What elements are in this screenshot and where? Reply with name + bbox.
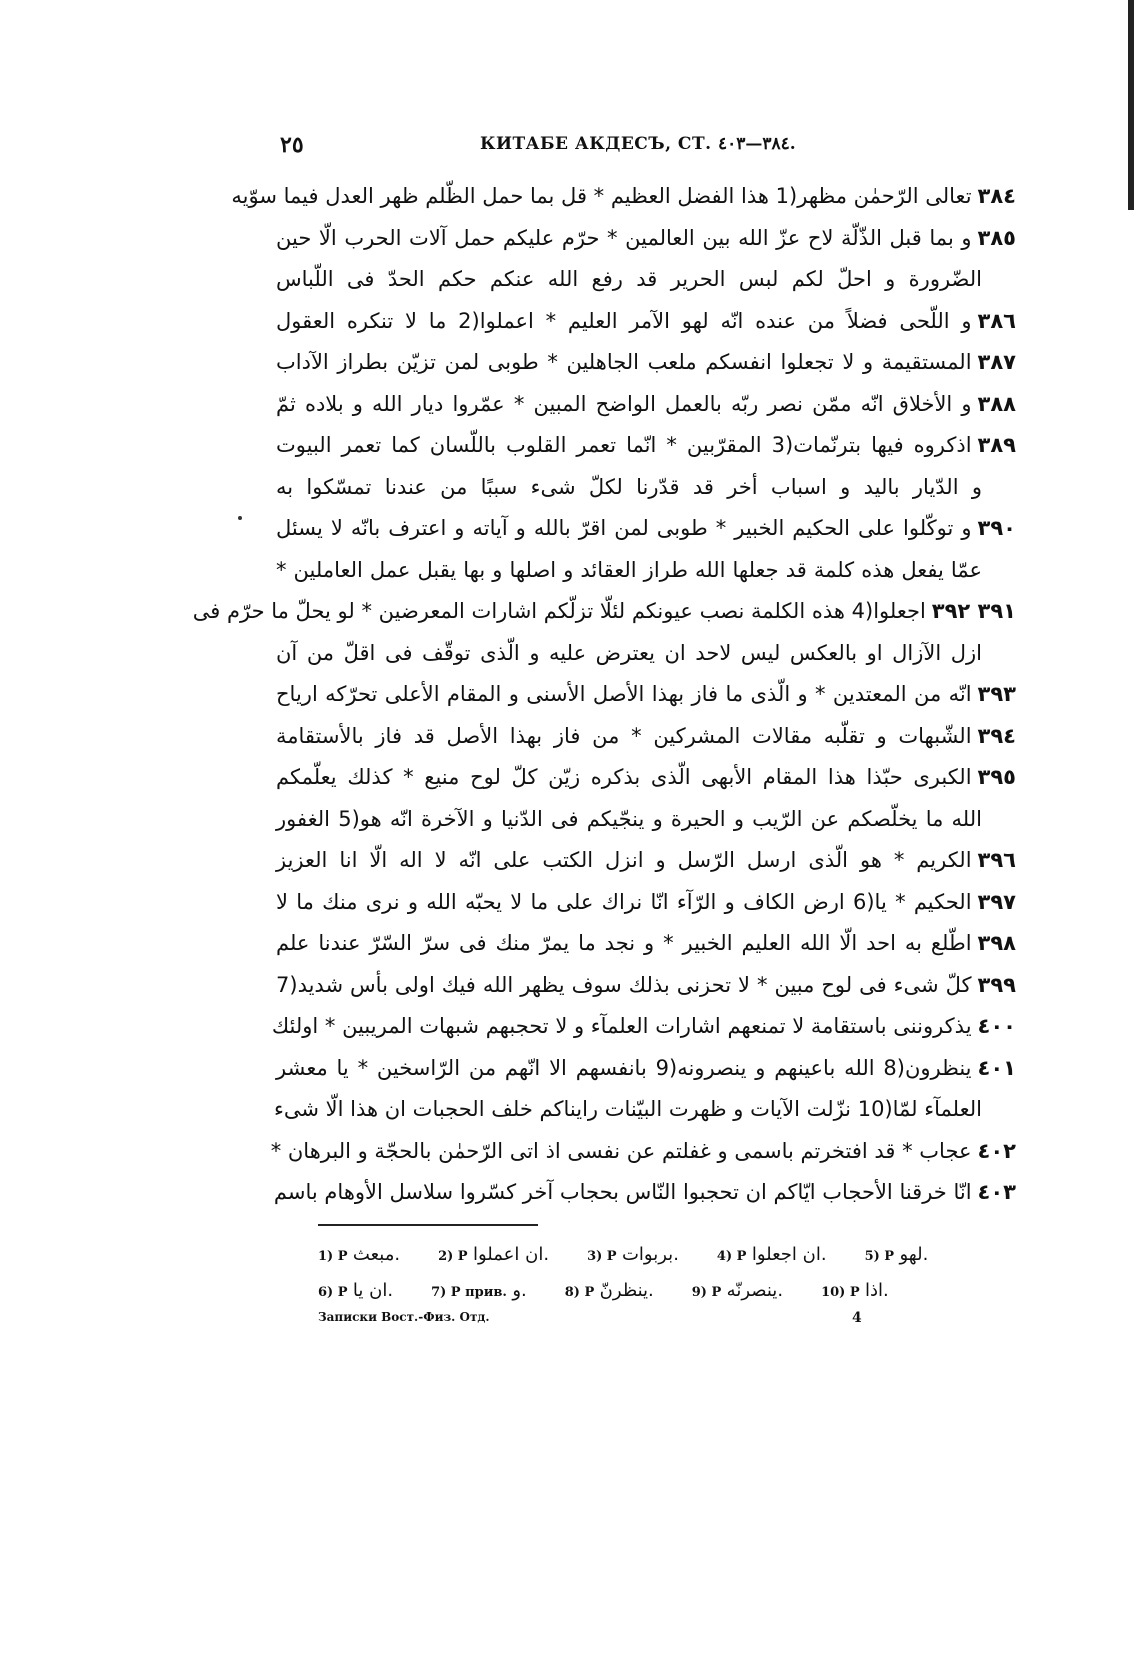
text-line [276,467,1016,509]
text-line [273,1172,1016,1214]
verse-number: ٣٩٩ [977,972,1016,997]
footnote [318,1238,400,1274]
footnote-text: ينصرنّه. [726,1280,784,1301]
footnotes [318,1238,1018,1310]
footnote-label: 8) P [564,1285,595,1300]
text-line [276,259,1016,301]
verse-number: ٤٠١ [977,1055,1016,1080]
verse-number: ٣٩٦ [977,848,1016,872]
page-footer [318,1310,878,1330]
page-number: ٢٥ [280,132,304,158]
text-line [276,840,1016,882]
line-text: الضّرورة و احلّ لكم لبس الحرير قد رفع الله عنكم حكم الحدّ فى اللّباس [276,267,982,291]
footnote-row [318,1238,1018,1274]
text-line [276,342,1016,384]
text-line [276,425,1016,467]
footnote-label: 2) P [438,1249,468,1264]
text-line [276,1048,1016,1090]
page-edge-rule [1128,0,1140,210]
line-text: اطّلع به احد الّا الله العليم الخبير * و نجد ما يمرّ منك فى سرّ السّرّ عندنا علم [276,931,972,955]
footnote-label: 6) P [318,1285,348,1300]
verse-number: ٣٩٥ [977,765,1016,789]
signature-mark: 4 [852,1310,862,1326]
text-line [276,384,1016,426]
verse-number: ٣٨٨ [977,391,1016,416]
line-text: يذكروننى باستقامة لا تمنعهم اشارات العلمآء و لا تحجبهم شبهات المريبين * اولئك [271,1014,972,1038]
text-line [270,1131,1016,1173]
page-header [280,132,840,164]
footnote-text: و. [512,1280,527,1301]
verse-number: ٣٩٣ [977,682,1016,706]
text-line [276,301,1016,343]
line-text: الحكيم * يا(6 ارض الكاف و الرّآء انّا نراك على ما لا يحبّه الله و نرى منك ما لا [276,889,972,914]
verse-number: ٤٠٠ [977,1014,1016,1038]
verse-number: ٣٨٦ [977,308,1016,333]
footnote-row [318,1274,1018,1310]
footnote-label: 1) P [318,1249,348,1264]
publication-name: Записки Вост.-Физ. Отд. [318,1310,490,1324]
footnote [587,1238,679,1274]
verse-number: ٣٨٧ [977,350,1016,374]
footnote-label: 5) P [864,1249,895,1264]
line-text: عمّا يفعل هذه كلمة قد جعلها الله طراز العقائد و اصلها و بها يقبل عمل العاملين * [276,557,982,582]
verse-number: ٤٠٣ [977,1180,1016,1204]
text-line [276,550,1016,592]
line-text: الكريم * هو الّذى ارسل الرّسل و انزل الكتب على انّه لا اله الّا انا العزيز [276,848,972,872]
footnote [318,1274,393,1310]
text-line [276,633,1016,675]
text-line [271,1006,1016,1048]
line-text: العلمآء لمّا(10 نزّلت الآيات و ظهرت البيّنات رايناكم خلف الحجبات ان هذا الّا شىء [274,1097,982,1121]
line-text: كلّ شىء فى لوح مبين * لا تحزنى بذلك سوف يظهر الله فيك اولى بأس شديد(7 [276,972,972,997]
footnote-text: ان اجعلوا. [751,1244,827,1265]
text-line [276,882,1016,924]
footnote-text: لهو. [899,1244,929,1265]
verse-number: ٣٩١ ٣٩٢ [931,599,1016,623]
text-line [276,508,1016,550]
footnote [565,1274,654,1310]
line-text: ينظرون(8 الله باعينهم و ينصرونه(9 بانفسهم الا انّهم من الرّاسخين * يا معشر [276,1055,972,1080]
line-text: الكبرى حبّذا هذا المقام الأبهى الّذى بذكره زيّن كلّ لوح منيع * كذلك يعلّمكم [276,765,972,789]
verse-number: ٣٨٩ [977,433,1016,457]
footnote [865,1238,929,1274]
footnote-label: 10) P [821,1285,860,1300]
line-text: انّه من المعتدين * و الّذى ما فاز بهذا الأصل الأسنى و المقام الأعلى تحرّكه ارياح [276,682,972,706]
line-text: اذكروه فيها بترنّمات(3 المقرّبين * انّما تعمر القلوب باللّسان كما تعمر البيوت [276,433,972,457]
text-line [276,674,1016,716]
text-line [276,218,1016,260]
footnote-label: 7) P прив. [431,1285,507,1300]
line-text: و بما قبل الذّلّة لاح عزّ الله بين العالمين * حرّم عليكم حمل آلات الحرب الّا حين [276,225,972,250]
line-text: و الأخلاق انّه ممّن نصر ربّه بالعمل الواضح المبين * عمّروا ديار الله و بلاده ثمّ [276,391,972,416]
text-line [276,923,1016,965]
arabic-body-text [192,176,1016,1214]
line-text: تعالى الرّحمٰن مظهر(1 هذا الفضل العظيم * قل بما حمل الظّلم ظهر العدل فيما سوّيه [231,184,972,208]
footnote [821,1274,889,1310]
line-text: الله ما يخلّصكم عن الرّيب و الحيرة و ينجّيكم فى الدّنيا و الآخرة انّه هو(5 الغفور [276,806,982,831]
verse-number: ٣٩٧ [977,889,1016,914]
line-text: الشّبهات و تقلّبه مقالات المشركين * من فاز بهذا الأصل قد فاز بالأستقامة [276,723,972,748]
verse-number: ٣٩٠ [977,516,1016,540]
line-text: و اللّحى فضلاً من عنده انّه لهو الآمر العليم * اعملوا(2 ما لا تنكره العقول [276,308,972,333]
footnote-divider [318,1224,538,1226]
footnote [692,1274,783,1310]
footnote-label: 4) P [716,1249,747,1264]
line-text: انّا خرقنا الأحجاب ايّاكم ان تحجبوا النّاس بحجاب آخر كسّروا سلاسل الأوهام باسم [273,1180,972,1204]
text-line [276,757,1016,799]
line-text: اجعلوا(4 هذه الكلمة نصب عيونكم لئلّا تزلّكم اشارات المعرضين * لو يحلّ ما حرّم فى [192,599,926,623]
text-line [276,799,1016,841]
footnote-label: 3) P [587,1249,617,1264]
line-text: ازل الآزال او بالعكس ليس لاحد ان يعترض عليه و الّذى توقّف فى اقلّ من آن [276,640,982,665]
footnote-label: 9) P [691,1285,722,1300]
verse-number: ٣٨٥ [977,225,1016,250]
footnote [438,1238,549,1274]
footnote-text: بربوات. [621,1244,679,1265]
text-line [192,591,1016,633]
footnote-text: ان يا. [352,1280,394,1301]
verse-number: ٣٨٤ [977,184,1016,208]
footnote-text: اذا. [865,1280,889,1301]
line-text: المستقيمة و لا تجعلوا انفسكم ملعب الجاهلين * طوبى لمن تزيّن بطراز الآداب [276,350,972,374]
footnote-text: ينظرنّ. [599,1280,654,1301]
text-line [276,965,1016,1007]
verse-number: ٣٩٨ [977,931,1016,955]
footnote [431,1274,527,1310]
text-line [231,176,1016,218]
text-line [276,1089,1016,1131]
running-title: КИТАБЕ АКДЕСЪ, СТ. ٣٨٤—٤٠٣. [480,134,796,154]
footnote [717,1238,827,1274]
verse-number: ٣٩٤ [977,723,1016,748]
footnote-text: ان اعملوا. [472,1244,550,1265]
line-text: و الدّيار باليد و اسباب أخر قد قدّرنا لكلّ شىء سببًا من عندنا تمسّكوا به [276,474,982,499]
text-line [276,716,1016,758]
footnote-text: مبعث. [352,1244,401,1265]
line-text: و توكّلوا على الحكيم الخبير * طوبى لمن اقرّ بالله و آياته و اعترف بانّه لا يسئل [276,516,972,540]
verse-number: ٤٠٢ [977,1138,1016,1163]
line-text: عجاب * قد افتخرتم باسمى و غفلتم عن نفسى اذ اتى الرّحمٰن بالحجّة و البرهان * [270,1138,972,1163]
margin-dot [238,516,242,520]
